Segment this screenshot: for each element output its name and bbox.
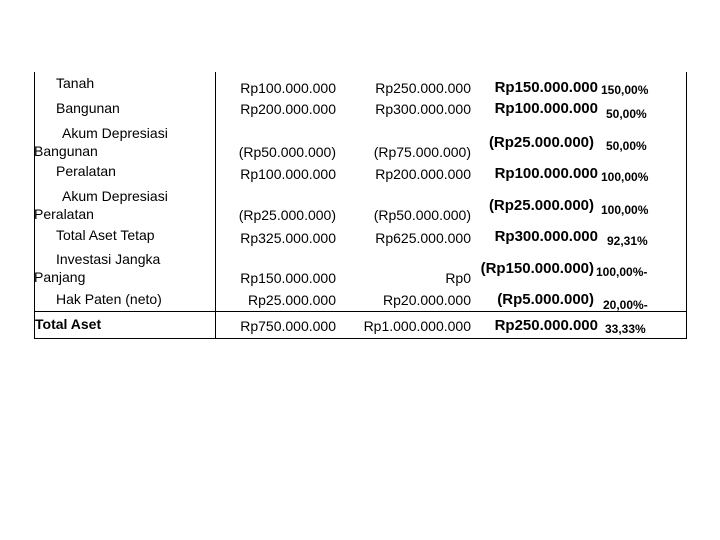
- row-percent: 150,00%: [601, 83, 649, 97]
- row-change: Rp100.000.000: [494, 100, 598, 117]
- row-value-1: Rp25.000.000: [248, 292, 336, 308]
- row-label-line-1: Investasi Jangka: [56, 251, 161, 267]
- row-value-2: Rp250.000.000: [375, 80, 471, 96]
- row-value-2: (Rp50.000.000): [373, 207, 471, 223]
- row-change: (Rp5.000.000): [497, 291, 594, 308]
- balance-table: [34, 72, 687, 339]
- row-value-2: (Rp75.000.000): [373, 144, 471, 160]
- row-change: Rp250.000.000: [494, 317, 598, 334]
- row-change: (Rp25.000.000): [488, 134, 594, 151]
- row-label: Bangunan: [56, 100, 120, 116]
- row-percent: 50,00%: [606, 107, 647, 121]
- table-label-divider: [215, 72, 216, 339]
- row-label: Hak Paten (neto): [56, 291, 162, 307]
- row-change: Rp150.000.000: [494, 79, 598, 96]
- table-separator: [34, 311, 687, 312]
- row-label: Total Aset: [35, 316, 102, 332]
- row-label-line-1: Akum Depresiasi: [62, 188, 168, 204]
- row-value-2: Rp200.000.000: [375, 166, 471, 182]
- row-value-1: Rp750.000.000: [240, 318, 336, 334]
- row-percent: 33,33%: [605, 322, 646, 336]
- row-value-1: Rp325.000.000: [240, 230, 336, 246]
- row-label: Peralatan: [56, 163, 116, 179]
- row-change: (Rp25.000.000): [488, 197, 594, 214]
- row-value-1: (Rp25.000.000): [238, 207, 336, 223]
- row-change: Rp100.000.000: [494, 165, 598, 182]
- row-label-line-2: Peralatan: [34, 206, 94, 222]
- row-value-1: (Rp50.000.000): [238, 144, 336, 160]
- row-change: (Rp150.000.000): [480, 260, 594, 277]
- row-value-2: Rp625.000.000: [375, 230, 471, 246]
- row-value-1: Rp100.000.000: [240, 80, 336, 96]
- row-percent: 20,00%-: [603, 298, 648, 312]
- row-percent: 100,00%-: [596, 265, 648, 279]
- row-label-line-1: Akum Depresiasi: [62, 125, 168, 141]
- row-value-2: Rp20.000.000: [383, 292, 471, 308]
- row-change: Rp300.000.000: [494, 228, 598, 245]
- row-label-line-2: Panjang: [34, 269, 86, 285]
- row-percent: 50,00%: [606, 139, 647, 153]
- row-value-1: Rp150.000.000: [240, 270, 336, 286]
- row-percent: 100,00%: [601, 170, 649, 184]
- row-label: Tanah: [56, 75, 95, 91]
- row-value-1: Rp200.000.000: [240, 101, 336, 117]
- table-right-border: [686, 72, 687, 339]
- row-value-2: Rp0: [445, 270, 471, 286]
- row-value-2: Rp1.000.000.000: [363, 318, 471, 334]
- row-percent: 92,31%: [607, 234, 648, 248]
- row-label: Total Aset Tetap: [56, 227, 155, 243]
- row-percent: 100,00%: [601, 203, 649, 217]
- table-bottom-border: [34, 338, 687, 339]
- row-value-1: Rp100.000.000: [240, 166, 336, 182]
- row-label-line-2: Bangunan: [34, 143, 98, 159]
- row-value-2: Rp300.000.000: [375, 101, 471, 117]
